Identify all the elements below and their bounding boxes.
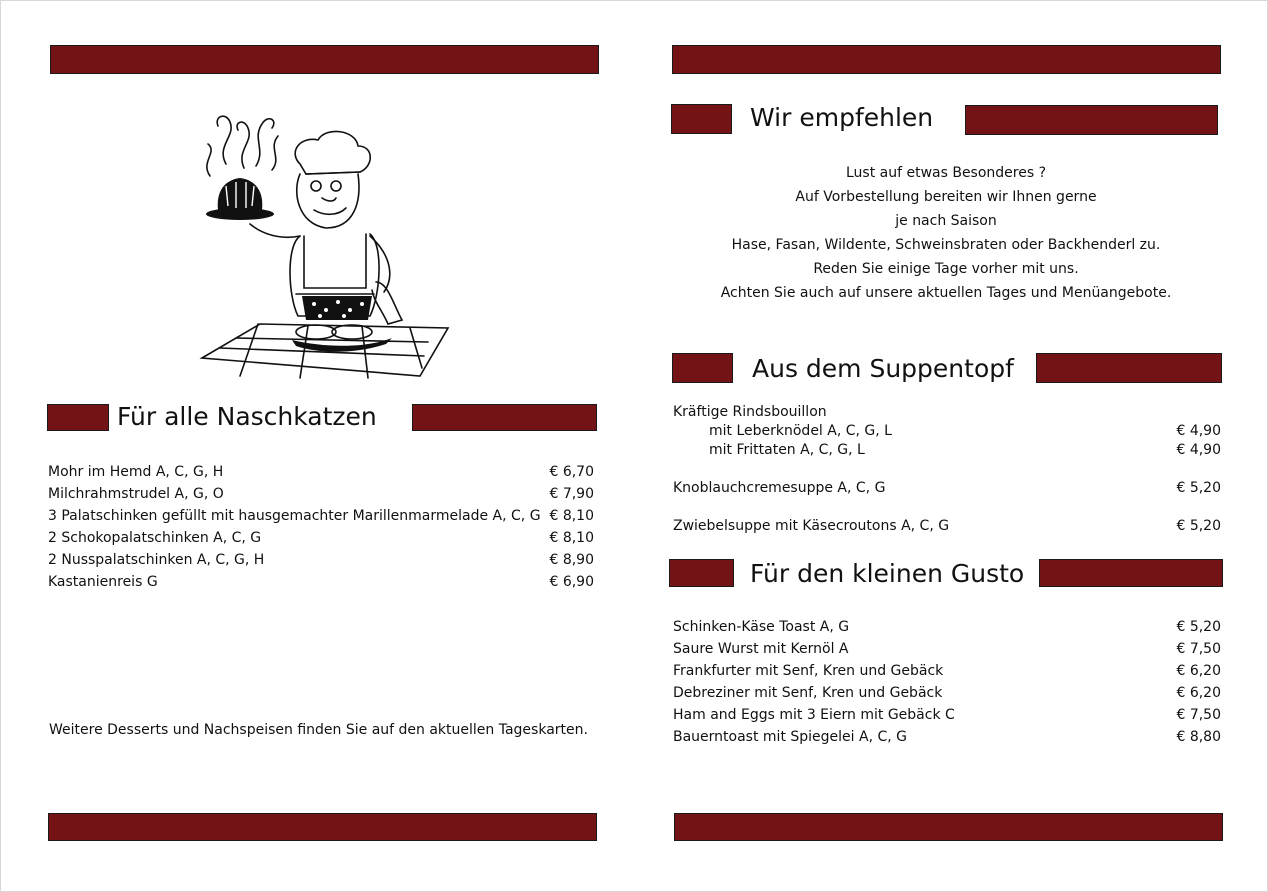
menu-item-price: € 6,20 (1176, 663, 1221, 679)
top-bar-left (50, 45, 599, 74)
menu-item-name: Zwiebelsuppe mit Käsecroutons A, C, G (673, 518, 950, 534)
recommend-line: je nach Saison (895, 213, 997, 229)
heading-bar-left-naschkatzen (47, 404, 109, 431)
menu-item-name: mit Frittaten A, C, G, L (709, 442, 865, 458)
heading-bar-right-empfehlen (965, 105, 1218, 135)
section-title-naschkatzen: Für alle Naschkatzen (117, 402, 377, 431)
menu-item-name: Bauerntoast mit Spiegelei A, C, G (673, 729, 908, 745)
menu-item-name: 2 Schokopalatschinken A, C, G (48, 530, 262, 546)
heading-bar-left-suppentopf (672, 353, 733, 383)
menu-item-price: € 8,10 (549, 508, 594, 524)
heading-bar-right-suppentopf (1036, 353, 1222, 383)
menu-item-name: mit Leberknödel A, C, G, L (709, 423, 892, 439)
bottom-bar-right (674, 813, 1223, 841)
recommend-line: Reden Sie einige Tage vorher mit uns. (813, 261, 1079, 277)
soup-group-label: Kräftige Rindsbouillon (673, 404, 827, 420)
heading-bar-left-gusto (669, 559, 734, 587)
menu-item-price: € 6,90 (549, 574, 594, 590)
menu-item-price: € 8,90 (549, 552, 594, 568)
menu-item-price: € 6,70 (549, 464, 594, 480)
recommend-line: Achten Sie auch auf unsere aktuellen Tages und Menüangebote. (720, 285, 1172, 301)
menu-item-price: € 6,20 (1176, 685, 1221, 701)
menu-item-name: Frankfurter mit Senf, Kren und Gebäck (673, 663, 944, 679)
menu-item-price: € 7,50 (1176, 641, 1221, 657)
menu-item-price: € 5,20 (1176, 518, 1221, 534)
heading-bar-right-gusto (1039, 559, 1223, 587)
menu-item-name: Debreziner mit Senf, Kren und Gebäck (673, 685, 943, 701)
section-title-empfehlen: Wir empfehlen (750, 103, 934, 132)
heading-bar-left-empfehlen (671, 104, 732, 134)
menu-item-price: € 7,50 (1176, 707, 1221, 723)
top-bar-right (672, 45, 1221, 74)
heading-bar-right-naschkatzen (412, 404, 597, 431)
recommend-line: Auf Vorbestellung bereiten wir Ihnen gerne (795, 189, 1097, 205)
section-title-gusto: Für den kleinen Gusto (750, 559, 1025, 588)
menu-item-price: € 5,20 (1176, 480, 1221, 496)
menu-item-name: Saure Wurst mit Kernöl A (673, 641, 849, 657)
menu-item-price: € 7,90 (549, 486, 594, 502)
menu-item-price: € 8,10 (549, 530, 594, 546)
menu-item-price: € 4,90 (1176, 423, 1221, 439)
menu-item-name: 2 Nusspalatschinken A, C, G, H (48, 552, 265, 568)
menu-item-price: € 5,20 (1176, 619, 1221, 635)
menu-item-name: Schinken-Käse Toast A, G (673, 619, 850, 635)
menu-item-price: € 8,80 (1176, 729, 1221, 745)
menu-item-name: 3 Palatschinken gefüllt mit hausgemachter Marillenmarmelade A, C, G (48, 508, 541, 524)
section-title-suppentopf: Aus dem Suppentopf (752, 354, 1014, 383)
menu-item-name: Knoblauchcremesuppe A, C, G (673, 480, 886, 496)
menu-item-name: Kastanienreis G (48, 574, 158, 590)
recommend-line: Hase, Fasan, Wildente, Schweinsbraten oder Backhenderl zu. (731, 237, 1161, 253)
dessert-footnote: Weitere Desserts und Nachspeisen finden Sie auf den aktuellen Tageskarten. (49, 722, 588, 738)
bottom-bar-left (48, 813, 597, 841)
chef-with-gugelhupf-icon (196, 106, 452, 384)
menu-item-name: Ham and Eggs mit 3 Eiern mit Gebäck C (673, 707, 955, 723)
menu-item-price: € 4,90 (1176, 442, 1221, 458)
menu-item-name: Mohr im Hemd A, C, G, H (48, 464, 224, 480)
menu-item-name: Milchrahmstrudel A, G, O (48, 486, 224, 502)
recommend-line: Lust auf etwas Besonderes ? (845, 165, 1047, 181)
